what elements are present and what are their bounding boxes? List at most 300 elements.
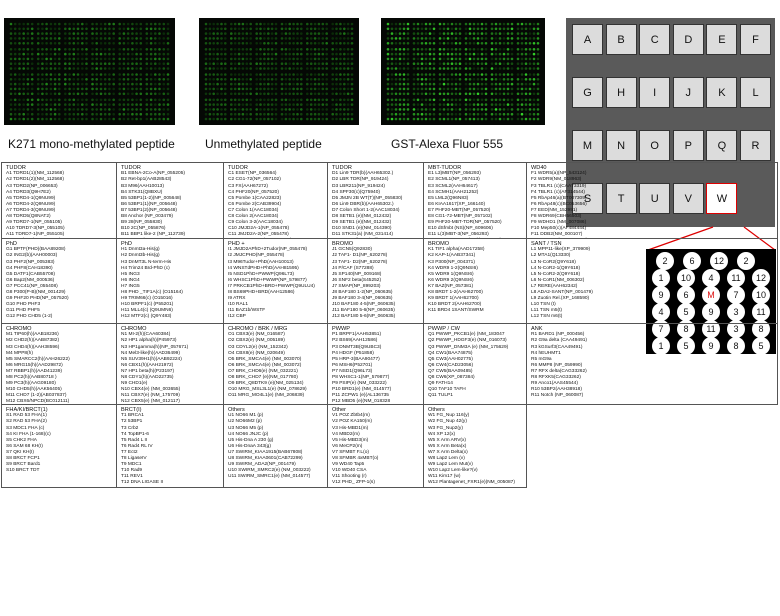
table-entry: I5 NSD1PhD+PWWP(Q96L73) [228, 271, 294, 277]
table-entry: K9 BRDT 1(AAH62700) [428, 295, 479, 301]
table-cell-heading: PWWP / CW [428, 326, 460, 332]
table-entry: I8 BS69PHD+BRD(AAH12586) [228, 289, 295, 295]
grid-cell-h: H [606, 77, 637, 108]
table-entry: B5 53BP1(1-2)(NP_005648) [121, 195, 182, 201]
table-entry: E11 L(3)MBT-3(NP_056293) [428, 231, 489, 237]
table-cell-heading: BROMO [332, 241, 354, 247]
zoom-spot: 8 [752, 320, 770, 338]
table-entry: J3 TAF1- D2(NP_620278) [332, 259, 388, 265]
table-entry: K1 TIF1 alpha(AAD17258) [428, 247, 485, 253]
table-entry: L9 Zuotin Rel.(XP_168590) [531, 295, 590, 301]
panel-title-unmethylated: Unmethylated peptide [205, 137, 322, 151]
table-entry: Q5 CW3(AAH02775) [428, 356, 473, 362]
table-entry: K2 KAP-1(AAB37341) [428, 253, 476, 259]
table-entry: T10 Rad9 [121, 467, 143, 473]
table-entry: H4 Trim24 Brd-PhD (c) [121, 265, 170, 271]
table-entry: D2 LBR TDR(NP_919424) [332, 177, 389, 183]
table-entry: D11 STK31(a) (NM_031414) [332, 231, 393, 237]
table-cell [223, 404, 328, 488]
table-entry: V2 POZ KA150(m) [332, 419, 372, 425]
zoom-spot: 11 [702, 320, 720, 338]
grid-cell-q: Q [706, 130, 737, 161]
zoom-spot: 10 [677, 269, 695, 287]
table-entry: R10 53BP2(AAH38918) [531, 386, 582, 392]
table-entry: J12 BAF180 5-6(NP_060635) [332, 313, 396, 319]
table-entry: N4 Mel3-like(h)(AAD36499) [121, 350, 180, 356]
table-entry: B7 53BP1(2)(NP_005648) [121, 207, 177, 213]
table-entry: W11 Kim17 (w) [428, 473, 461, 479]
panel-title-gst: GST-Alexa Fluor 555 [391, 137, 504, 151]
table-entry: N1 MI-2(h)(CAA60384) [121, 332, 171, 338]
table-entry: O5 BRK_SMCA4(e) (NM_003070) [228, 356, 302, 362]
table-entry: Q3 PWWP_DNM3A (e) (NM_175629) [428, 344, 509, 350]
table-entry: V10 WD40 CSA [332, 467, 367, 473]
table-entry: N8 CDY1(h)(AAD22735) [121, 374, 174, 380]
table-entry: F3 TBLR1 (c)(CAA73319) [531, 183, 587, 189]
table-entry: H7 ING5 [121, 283, 140, 289]
table-entry: L4 N-CoR2-1(Q9Y618) [531, 265, 581, 271]
table-entry: T8 LigaseIV [121, 455, 147, 461]
table-entry: D7 Colon Short 1-2(AAC18034) [332, 207, 400, 213]
table-cell-heading: Others [228, 407, 245, 413]
table-entry: B10 2C(NP_055876) [121, 225, 166, 231]
zoom-spot: 9 [652, 286, 670, 304]
table-cell-heading: BRCT(I) [121, 407, 142, 413]
table-entry: N7 HP1 beta(h)(P23197) [121, 368, 175, 374]
table-entry: A4 TDRD3(Q9H7E2) [6, 189, 51, 195]
table-entry: S4 KI FHA (1-168)(c) [6, 431, 51, 437]
table-cell [1, 238, 117, 324]
grid-cell-e: E [706, 24, 737, 55]
table-entry: E6 KIAA1617(XP_166140) [428, 201, 486, 207]
table-entry: V1 POZ Zbtb4(m) [332, 413, 370, 419]
table-entry: O4 CBX8(e) (NM_020649) [228, 350, 285, 356]
table-entry: U11 SWIRM_SMRC1(e) (NM_014577) [228, 473, 311, 479]
grid-cell-w: W [706, 183, 737, 214]
table-entry: E7 PHF20-MBT(NP_057520) [428, 207, 491, 213]
table-entry: T2 53BP1 [121, 419, 143, 425]
zoom-spot: 1 [652, 337, 670, 355]
table-entry: U5 His-Dna A 230 (g) [228, 437, 274, 443]
table-entry: A9 TDRD7-1(NP_055105) [6, 219, 62, 225]
table-entry: D10 SND1 (e)(NM_014390) [332, 225, 392, 231]
table-entry: A7 TDRD4-3(Q9NU99) [6, 207, 56, 213]
grid-cell-i: I [639, 77, 670, 108]
table-entry: C2 CG1-72(NP_057102) [228, 177, 281, 183]
table-entry: A6 TDRD4-2(Q9NU99) [6, 201, 56, 207]
table-entry: O3 CDYL2(e) (NM_152342) [228, 344, 288, 350]
zoom-spot: 4 [652, 303, 670, 321]
table-cell-heading: SANT / TSN [531, 241, 562, 247]
table-entry: G6 Bap2(NM_000536) [6, 277, 55, 283]
table-entry: J2 TAF1- D1(NP_620278) [332, 253, 388, 259]
table-entry: A11 TDRD7-1(NP_055105) [6, 231, 65, 237]
table-entry: K3 P300(NP_004371) [428, 259, 475, 265]
table-entry: N12 CBX5(e) (NM_012117) [121, 398, 180, 404]
table-entry: C7 Colon 1(AAC18034) [228, 207, 279, 213]
table-cell [116, 238, 224, 324]
table-entry: N6 CBX1(h)(AAH21972) [121, 362, 174, 368]
table-entry: V5 His-MBD3(m) [332, 437, 369, 443]
table-entry: R9 Anco1(AAS45544) [531, 380, 578, 386]
table-entry: A2 TDRD1(2)(NM_112568) [6, 177, 64, 183]
table-entry: B11 BBP1 like-2 (NP_112739) [121, 231, 186, 237]
zoom-spot: 10 [752, 286, 770, 304]
table-entry: J9 BAF180 3-4(NP_060635) [332, 295, 393, 301]
table-cell [116, 323, 224, 405]
table-entry: L6 N-CoR1(NM_006302) [531, 277, 585, 283]
table-entry: D1 Lin9 TDR(b)(AAH65302.) [332, 171, 394, 177]
table-entry: Q6 CW4(CAD23056) [428, 362, 474, 368]
table-entry: C8 Colon 2(AAC18034) [228, 213, 279, 219]
table-cell [423, 162, 527, 239]
table-entry: H6 ING4 [121, 277, 140, 283]
table-cell-heading: Others [428, 407, 445, 413]
table-entry: B6 53BP1(1)(NP_005648) [121, 201, 177, 207]
table-entry: P4 HDGF (P51858) [332, 350, 374, 356]
table-entry: T7 Ect2 [121, 449, 138, 455]
table-entry: N10 CBX4(e) (NM_003655) [121, 386, 181, 392]
zoom-spot: 11 [752, 303, 770, 321]
table-entry: A1 TDRD1(1)(NM_112568) [6, 171, 64, 177]
grid-cell-p: P [673, 130, 704, 161]
table-entry: W7 X Arm Delta(x) [428, 449, 468, 455]
table-entry: F2 WDR9(NM_018963) [531, 177, 582, 183]
table-entry: N5 SUV39H1(h)(AAB92224) [121, 356, 182, 362]
table-entry: E9 PHF20-MBT-TDR(NP_057520) [428, 219, 502, 225]
table-entry: O7 BRK_CHD6(e) (NM_032221) [228, 368, 298, 374]
zoom-spot: 12 [710, 252, 728, 270]
zoom-spot: 5 [677, 337, 695, 355]
table-entry: G1 BPTF(PHD)(BAA89208) [6, 247, 66, 253]
table-entry: M10 CHD5(h)(AAK56405) [6, 386, 62, 392]
table-entry: U2 NO66M2 (p) [228, 419, 262, 425]
table-entry: A3 TDRD2(NP_006653) [6, 183, 58, 189]
zoom-spot: 2 [737, 252, 755, 270]
table-cell-heading: TUDOR [6, 165, 26, 171]
table-entry: Q10 TAF10 TAFH [428, 386, 466, 392]
table-entry: D5 JMJN 2B WT(T)(NP_055830) [332, 195, 403, 201]
table-entry: N11 CBX7(e) (NM_175709) [121, 392, 180, 398]
table-entry: F4 TBLR1 (c)(AF314544) [531, 189, 586, 195]
table-entry: H10 BRPF1(c) (P55201) [121, 301, 174, 307]
table-entry: I12 CBP [228, 313, 246, 319]
table-cell [327, 323, 424, 405]
table-cell-heading: PhD [121, 241, 132, 247]
table-entry: W6 X Arm Beta(x) [428, 443, 467, 449]
table-cell-heading: TUDOR [228, 165, 248, 171]
table-entry: H2 Dnmt3b-His(g) [121, 253, 160, 259]
table-entry: P11 ZCPW1 (e)(AL136735 [332, 392, 389, 398]
grid-cell-v: V [673, 183, 704, 214]
table-entry: R6 MMP8 (NP_059990) [531, 362, 583, 368]
table-entry: T12 DNA LIGASE II [121, 479, 164, 485]
grid-cell-s: S [572, 183, 603, 214]
table-entry: J7 SMAP(NP_899203) [332, 283, 381, 289]
zoom-spot: 7 [652, 320, 670, 338]
table-entry: G9 PHF20 PHD(NP_057520) [6, 295, 69, 301]
table-entry: F10 Mep50(c)(AF484444) [531, 225, 587, 231]
table-entry: S1 RAD 53 FHA(1) [6, 413, 47, 419]
table-entry: M11 CHD7 (1-2)(AB037837) [6, 392, 67, 398]
table-entry: Q8 CW6(XP_087384) [428, 374, 475, 380]
zoom-spot: 6 [683, 252, 701, 270]
table-entry: R3 kGSurf3(CAA49491) [531, 344, 583, 350]
table-entry: S2 RAD 53 FHA(2) [6, 419, 47, 425]
table-entry: Q4 CW1(BAA74875) [428, 350, 473, 356]
table-entry: D3 LBR211(NP_919424) [332, 183, 385, 189]
table-entry: U10 SWIRM_SMRC2(e) (NM_003222) [228, 467, 311, 473]
table-entry: G11 PHD PHF5 [6, 307, 40, 313]
table-cell-heading: TUDOR [332, 165, 352, 171]
table-entry: V3 His-MBD1(m) [332, 425, 369, 431]
table-entry: R4 hEUHMT1 [531, 350, 561, 356]
table-entry: P9 PSIP(e) (NM_033222) [332, 380, 387, 386]
grid-cell-o: O [639, 130, 670, 161]
table-entry: G12 PHD CHD5 (1-2) [6, 313, 53, 319]
table-cell [1, 162, 117, 239]
zoom-spot: 1 [652, 269, 670, 287]
table-entry: L5 N-CoR2-2(Q9Y618) [531, 271, 581, 277]
table-entry: N3 HP1gamma(h)(NP_057671) [121, 344, 189, 350]
table-entry: M7 RBBP1(h)(AAD41239) [6, 368, 62, 374]
table-entry: S8 BRCT FCP1 [6, 455, 40, 461]
table-entry: T6 Rad4 RL IV [121, 443, 153, 449]
table-entry: F5 RbAp46(a)(BT007309) [531, 195, 587, 201]
table-entry: O2 CBX2(e) (NM_005189) [228, 338, 285, 344]
table-entry: U9 SWIRM_ADA2(NP_001479) [228, 461, 296, 467]
table-entry: J1 GCN5(Q92830) [332, 247, 372, 253]
table-cell [526, 323, 778, 405]
table-entry: P1 BRPF1(AAH53851) [332, 332, 382, 338]
table-entry: K4 WDR9 1-2(Q9NSI6) [428, 265, 478, 271]
table-entry: S6 SAM 68 KH(I) [6, 443, 43, 449]
table-entry: G7 PCC41(NP_055408) [6, 283, 58, 289]
table-entry: J6 SNF2 beta(S45252) [332, 277, 382, 283]
table-entry: I6 WHSC1PhD+PWWP(NP_579877) [228, 277, 307, 283]
table-entry: T9 MDC1 [121, 461, 142, 467]
table-entry: C9 Colon 3-2(AAC18034) [228, 219, 283, 225]
table-entry: I3 M96Tudor+PhD(AAH10013) [228, 259, 294, 265]
table-entry: B8 Anchor (NP_003479) [121, 213, 173, 219]
table-entry: Q1 PWWP_PKCB1(e) (NM_183047 [428, 332, 505, 338]
table-entry: N9 CHD1(e) [121, 380, 148, 386]
table-entry: S5 CHK2 FHA [6, 437, 37, 443]
table-entry: E3 SCML2(AAH64617) [428, 183, 478, 189]
table-entry: I1 JMJD2APhD+2Tudor(NP_055478) [228, 247, 308, 253]
table-cell-heading: CHROMO / BRK / MRG [228, 326, 288, 332]
grid-cell-c: C [639, 24, 670, 55]
table-entry: F8 WDR69(CBH56503) [531, 213, 582, 219]
grid-cell-a: A [572, 24, 603, 55]
table-cell [223, 162, 328, 239]
table-entry: H8 PHD _TIF1A(c) (O15164) [121, 289, 183, 295]
grid-cell-t: T [606, 183, 637, 214]
table-entry: T11 REV1 [121, 473, 143, 479]
grid-cell-l: L [740, 77, 771, 108]
table-entry: B3 M96(AAH10013) [121, 183, 164, 189]
table-entry: W10 Lap2 Lem-like?(v) [428, 467, 478, 473]
table-entry: W12 Plantagenet_FXR1(e)(NM_005087) [428, 479, 515, 485]
table-cell [1, 323, 117, 405]
table-cell-heading: TUDOR [121, 165, 141, 171]
table-entry: V12 PHD_ ZFP-1(s) [332, 479, 375, 485]
table-cell [327, 162, 424, 239]
table-entry: N2 HP1 alpha(h)(P45973) [121, 338, 177, 344]
table-entry: K5 WDR9 1(Q9NSI6) [428, 271, 474, 277]
table-entry: C5 Pombe 1(CAA22823) [228, 195, 282, 201]
table-entry: V11 Shooting (r) [332, 473, 367, 479]
table-entry: S3 MDC1 FHA (c) [6, 425, 45, 431]
table-entry: G10 PHD PHF3 [6, 301, 41, 307]
table-cell-heading: MBT-TUDOR [428, 165, 462, 171]
table-entry: M8 PC2(h)(AAB80718 ) [6, 374, 57, 380]
table-entry: H1 Dnmt3a-His(g) [121, 247, 160, 253]
table-entry: R1 BARD1 (NP_000456) [531, 332, 585, 338]
table-cell [223, 238, 328, 324]
table-entry: E2 SCML1(NP_057413) [428, 177, 480, 183]
table-entry: P5 HRP-3(BAA90477) [332, 356, 380, 362]
zoom-spot: 3 [727, 303, 745, 321]
table-entry: M9 PC3(h)(AAG09180) [6, 380, 56, 386]
table-entry: T4 TopBP1-6 [121, 431, 149, 437]
table-entry: H12 MTF2(c) (Q9Y483) [121, 313, 172, 319]
table-entry: C10 JMJD2A-1(NP_055478) [228, 225, 290, 231]
grid-cell-u: U [639, 183, 670, 214]
grid-cell-f: F [740, 24, 771, 55]
table-entry: A5 TDRD4-1(Q9NU99) [6, 195, 56, 201]
grid-cell-d: D [673, 24, 704, 55]
table-entry: S9 BRCT Bard1 [6, 461, 41, 467]
table-entry: I9 ATRX [228, 295, 246, 301]
table-entry: J10 BAF180 4-5(NP_060635) [332, 301, 396, 307]
table-cell [526, 162, 778, 239]
zoom-spot: 8 [727, 337, 745, 355]
table-entry: J11 BAF180 5-6(NP_060635) [332, 307, 395, 313]
table-entry: V4 MBD2(m) [332, 431, 360, 437]
table-entry: J5 SP140(NP_009168) [332, 271, 382, 277]
table-entry: F1 WDR5(a)(NP_543124) [531, 171, 587, 177]
table-entry: M2 CHD2(h)(AAB87382) [6, 338, 60, 344]
zoom-spot: 11 [727, 269, 745, 287]
table-entry: V6 MeCP2(m) [332, 443, 363, 449]
table-entry: B9 28(NP_055830) [121, 219, 163, 225]
table-cell [423, 238, 527, 324]
zoom-spot: 7 [727, 286, 745, 304]
grid-cell-k: K [706, 77, 737, 108]
table-entry: L12 TSN m6(t) [531, 313, 563, 319]
table-entry: F11 DDB2(NM_000107) [531, 231, 583, 237]
table-entry: W8 Lap2 Lem (v) [428, 455, 465, 461]
table-entry: I2 JMJCPHD(NP_055478) [228, 253, 285, 259]
table-entry: H3 DnMT3L N-term-His [121, 259, 172, 265]
table-cell [327, 404, 424, 488]
table-entry: P12 MBD5 (e)(NM_018328 [332, 398, 391, 404]
table-entry: P10 BRD1(e) (NM_014577) [332, 386, 392, 392]
table-entry: Q9 FATH14 [428, 380, 453, 386]
table-entry: A10 TDRD7-3(NP_055105) [6, 225, 65, 231]
table-entry: L2 MTA1(Q13330) [531, 253, 571, 259]
table-cell [116, 404, 224, 488]
table-entry: V7 SFMBT F.L(o) [332, 449, 369, 455]
zoom-spot: 2 [656, 252, 674, 270]
table-entry: D4 SPF30(c)(Q75940) [332, 189, 380, 195]
table-entry: C6 Pombe 2(CAB39904) [228, 201, 282, 207]
table-entry: M5 SMARCC2(h)(AAH26222) [6, 356, 70, 362]
table-entry: L7 RERE(AAH62342) [531, 283, 578, 289]
table-entry: G4 PHF8(CAH18390) [6, 265, 53, 271]
table-entry: P6 MSH6(P52701) [332, 362, 373, 368]
table-entry: K7 BAZ(NP_057381) [428, 283, 474, 289]
table-cell [423, 323, 527, 405]
table-entry: T5 Rad4 L II [121, 437, 148, 443]
table-entry: G8 P300(P-B)(NM_001429) [6, 289, 66, 295]
table-entry: W9 Lap2 Lem Mut(v) [428, 461, 473, 467]
zoom-spot: M [702, 286, 720, 304]
table-entry: R2 G9a delta (CAA49491) [531, 338, 587, 344]
table-entry: D9 SETB1 (e)(NM_012432) [332, 219, 392, 225]
table-cell-heading: CHROMO [6, 326, 32, 332]
table-entry: U4 NO66 JNJC (p) [228, 431, 269, 437]
table-cell-heading: FHA/KI/BRCT(1) [6, 407, 48, 413]
table-entry: P7 NSD1(Q96L73) [332, 368, 373, 374]
table-entry: C3 FX(AAH67272) [228, 183, 268, 189]
table-entry: H11 MLL4(c) (Q9UMN6) [121, 307, 173, 313]
table-entry: U7 SWIRM_KIAA1915(BAB67808) [228, 449, 303, 455]
table-entry: L3 N-CoR2(Q9Y618) [531, 259, 576, 265]
grid-cell-r: R [740, 130, 771, 161]
table-cell [223, 323, 328, 405]
zoom-spot: 4 [702, 269, 720, 287]
table-entry: L1 MPP11-like(XP_379909) [531, 247, 591, 253]
table-entry: P3 DNMT3B(Q9UBC3) [332, 344, 382, 350]
table-entry: I11 BAZ1b/WSTF [228, 307, 266, 313]
table-entry: M3 CHD4(h)(AAH38596) [6, 344, 60, 350]
table-entry: P2 BS69(AAH12586) [332, 338, 378, 344]
table-entry: Q11 TULP1 [428, 392, 453, 398]
grid-cell-j: J [673, 77, 704, 108]
grid-cell-b: B [606, 24, 637, 55]
table-entry: R5 mG9a [531, 356, 552, 362]
zoom-spot: 6 [677, 286, 695, 304]
table-entry: D8 SETB1 (e)(NM_012432) [332, 213, 392, 219]
table-entry: A8 TDRD5(Q8NAT2) [6, 213, 51, 219]
table-entry: V8 SFMBR 4xMBT(o) [332, 455, 379, 461]
zoom-spot: 9 [702, 337, 720, 355]
grid-cell-g: G [572, 77, 603, 108]
table-cell [1, 404, 117, 488]
table-entry: O10 MRG_MSL3L1(e) (NM_078629) [228, 386, 307, 392]
table-entry: L8 ADA2-SANT(NP_001479) [531, 289, 593, 295]
table-entry: C1 ESET(NP_036564) [228, 171, 277, 177]
table-entry: O9 BRK_Q8DTK9 (e)(NM_025134) [228, 380, 304, 386]
table-entry: U8 SWIRM_KIAA0601(CAB72299) [228, 455, 303, 461]
table-entry: S7 QKI KH(I) [6, 449, 34, 455]
table-entry: M12 CBX6/NPCD(BC012111) [6, 398, 70, 404]
table-entry: M6 MRG15(h)(AAD29872) [6, 362, 63, 368]
table-entry: K8 BRDT 1-2(AAH62700) [428, 289, 483, 295]
zoom-spot: 5 [752, 337, 770, 355]
table-entry: J8 BAF180 1-2(NP_060635) [332, 289, 393, 295]
table-entry: O6 BRK_SMCA4(e) (NM_003072) [228, 362, 302, 368]
table-entry: J4 P/CAF (S77288) [332, 265, 374, 271]
table-entry: Q7 CW5(BAA09485) [428, 368, 473, 374]
table-entry: E10 dSfmbt (NS)(NP_609606) [428, 225, 493, 231]
zoom-spot: 8 [677, 320, 695, 338]
grid-cell-n: N [606, 130, 637, 161]
table-entry: W4 XP 12(x) [428, 431, 456, 437]
table-entry: L10 TSN (t) [531, 301, 556, 307]
